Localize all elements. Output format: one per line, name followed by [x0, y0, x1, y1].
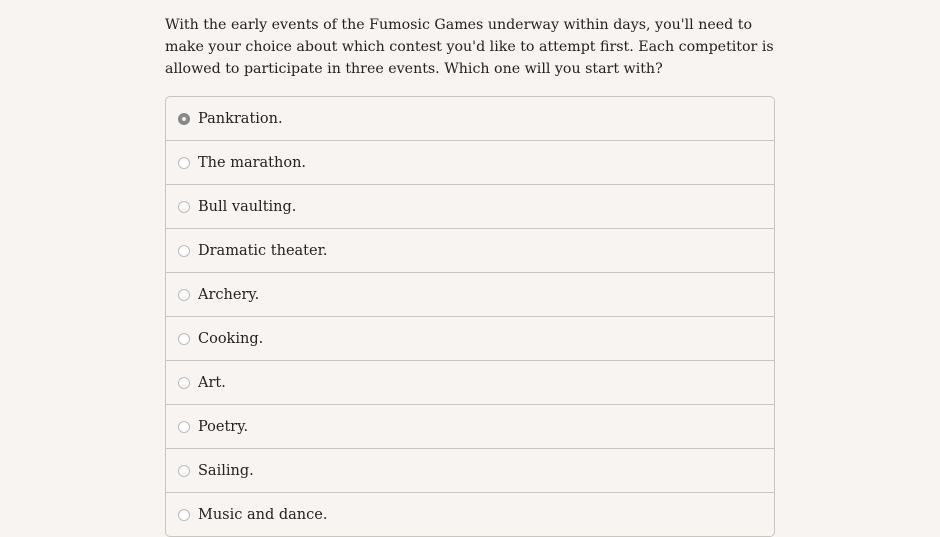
- radio-button-icon[interactable]: [178, 289, 190, 301]
- choice-option[interactable]: [166, 360, 774, 404]
- choice-option[interactable]: [166, 97, 774, 140]
- radio-button-icon[interactable]: [178, 509, 190, 521]
- choice-label: Cooking.: [198, 330, 264, 347]
- story-prompt: With the early events of the Fumosic Games underway within days, you'll need to make your choice about which contest you'd like to attempt first. Each competitor is allowed to participate in three events. Which one will you start with?: [165, 17, 774, 77]
- choice-label: Sailing.: [198, 462, 254, 479]
- choice-label: The marathon.: [198, 154, 307, 171]
- choice-label: Art.: [198, 374, 226, 391]
- radio-button-icon[interactable]: [178, 113, 190, 125]
- choice-label: Bull vaulting.: [198, 198, 297, 215]
- choice-option[interactable]: [166, 140, 774, 184]
- radio-button-icon[interactable]: [178, 465, 190, 477]
- radio-button-icon[interactable]: [178, 157, 190, 169]
- radio-button-icon[interactable]: [178, 245, 190, 257]
- choice-list: [165, 96, 775, 537]
- choice-label: Poetry.: [198, 418, 249, 435]
- choice-label: Pankration.: [198, 110, 283, 127]
- radio-button-icon[interactable]: [178, 421, 190, 433]
- choice-label: Dramatic theater.: [198, 242, 328, 259]
- choice-option[interactable]: [166, 184, 774, 228]
- choice-label: Music and dance.: [198, 506, 328, 523]
- choice-option[interactable]: [166, 404, 774, 448]
- choice-label: Archery.: [198, 286, 260, 303]
- choice-option[interactable]: [166, 448, 774, 492]
- radio-button-icon[interactable]: [178, 201, 190, 213]
- radio-button-icon[interactable]: [178, 333, 190, 345]
- radio-button-icon[interactable]: [178, 377, 190, 389]
- choice-option[interactable]: [166, 272, 774, 316]
- choice-option[interactable]: [166, 492, 774, 536]
- choice-option[interactable]: [166, 228, 774, 272]
- choice-option[interactable]: [166, 316, 774, 360]
